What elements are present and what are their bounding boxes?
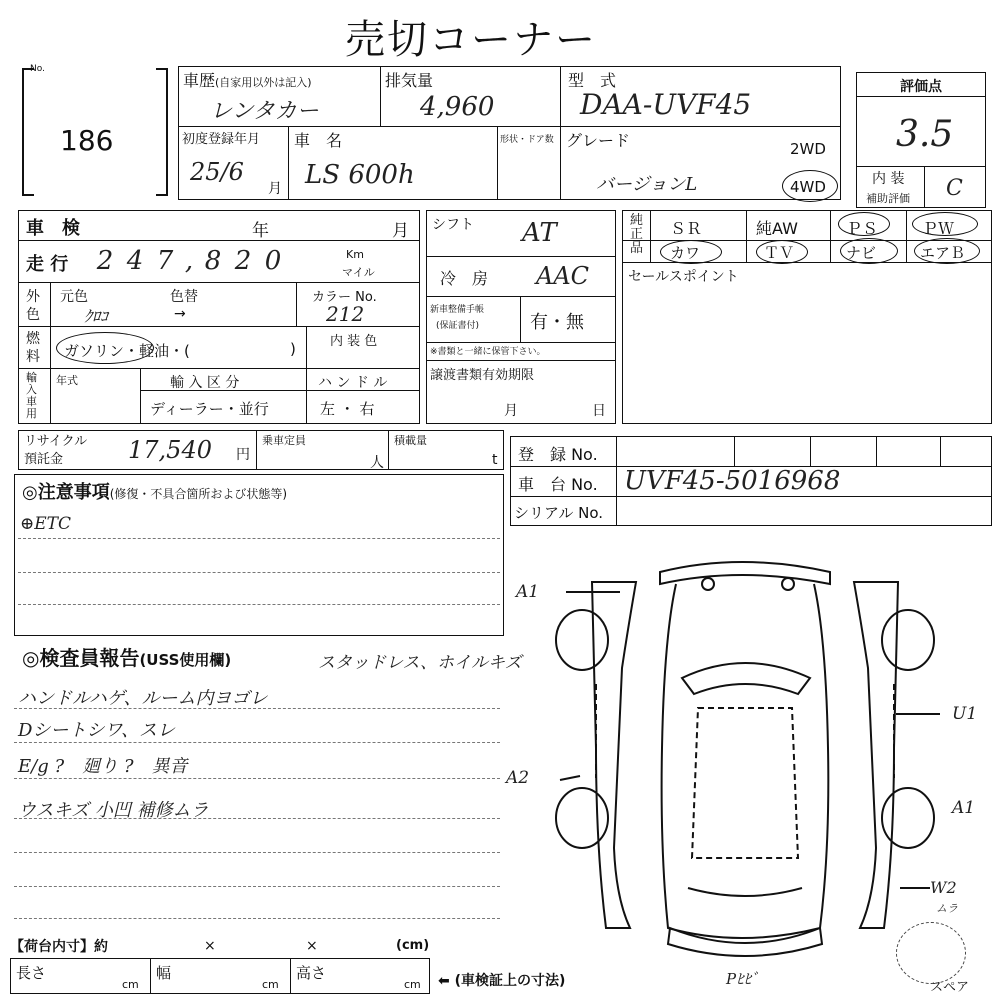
fuel-side: 燃料 bbox=[26, 331, 40, 365]
displacement-label: 排気量 bbox=[385, 71, 434, 90]
fuel-close: ) bbox=[290, 340, 296, 358]
mileage-digit: , bbox=[184, 246, 194, 276]
mileage-unit-mile: マイル bbox=[342, 266, 375, 279]
equip-pw: ＰＷ bbox=[922, 219, 955, 238]
ac-label: 冷 房 bbox=[440, 269, 489, 288]
load-label: 積載量 bbox=[394, 434, 427, 447]
ac-value: AAC bbox=[536, 262, 590, 290]
equip-sr: ＳＲ bbox=[670, 219, 703, 238]
chassis-label: 車 台 No. bbox=[518, 475, 598, 494]
transfer-day: 日 bbox=[592, 403, 606, 419]
cargo-length: 長さ bbox=[16, 964, 47, 982]
equip-circle bbox=[756, 240, 808, 264]
lot-no-label: No. bbox=[30, 64, 45, 74]
drive-2wd: 2WD bbox=[790, 140, 826, 158]
spare-circle bbox=[896, 922, 966, 984]
recycle-sub: 預託金 bbox=[24, 452, 64, 467]
shift-label: シフト bbox=[432, 217, 474, 233]
import-handle: ハ ン ド ル bbox=[318, 375, 388, 391]
car-name-label: 車 名 bbox=[294, 131, 343, 150]
first-reg-month: 月 bbox=[268, 181, 282, 197]
serial-label: シリアル No. bbox=[514, 504, 604, 522]
inspector-line: E/g ? 廻り ? 異音 bbox=[18, 756, 188, 777]
mileage-digits bbox=[90, 246, 288, 276]
transfer-month: 月 bbox=[504, 403, 518, 419]
color-code-label: カラー No. bbox=[312, 290, 377, 305]
cargo-height-cm: cm bbox=[404, 978, 421, 991]
recycle-row bbox=[18, 430, 504, 470]
caution-title: ◎注意事項(修復・不具合箇所および状態等) bbox=[22, 482, 288, 503]
mark-u1: U1 bbox=[952, 704, 978, 724]
mark-a1-right: A1 bbox=[952, 798, 976, 818]
first-reg-value: 25/6 bbox=[190, 158, 244, 186]
inspector-title: ◎検査員報告(USS使用欄) bbox=[22, 646, 232, 670]
inspector-line: ウスキズ 小凹 補修ムラ bbox=[18, 800, 209, 821]
grade-value: バージョンL bbox=[596, 174, 698, 195]
equip-aw: 純AW bbox=[756, 219, 798, 238]
service-book-value: 有・無 bbox=[530, 312, 584, 333]
equip-airbag: エアＢ bbox=[920, 244, 966, 262]
color-arrow: → bbox=[174, 306, 186, 322]
mileage-digit: 8 bbox=[204, 246, 222, 276]
transfer-label: 譲渡書類有効期限 bbox=[430, 368, 535, 383]
middle-grid bbox=[426, 210, 616, 424]
grade-label: グレード bbox=[566, 131, 631, 150]
cargo-x1: × bbox=[204, 938, 216, 954]
lot-number: 186 bbox=[60, 124, 114, 157]
import-side: 輸入車用 bbox=[26, 371, 37, 420]
score-value: 3.5 bbox=[896, 114, 954, 155]
displacement-value: 4,960 bbox=[420, 92, 495, 122]
mileage-digit: 2 bbox=[96, 246, 114, 276]
shape-label: 形状・ドア数 bbox=[500, 135, 554, 145]
chassis-value: UVF45-5016968 bbox=[624, 466, 841, 496]
import-division: 輸 入 区 分 bbox=[170, 375, 240, 391]
capacity-unit: 人 bbox=[370, 455, 384, 471]
car-diagram bbox=[540, 548, 960, 968]
color-side: 外色 bbox=[26, 289, 40, 323]
history-value: レンタカー bbox=[210, 99, 319, 124]
service-book-sub: (保証書付) bbox=[436, 321, 480, 331]
mark-w2: W2 bbox=[930, 878, 957, 897]
shaken-label: 車 検 bbox=[26, 218, 80, 239]
mark-w2-sub: ムラ bbox=[936, 902, 958, 915]
equip-circle bbox=[660, 240, 722, 264]
model-label: 型 式 bbox=[568, 71, 617, 90]
import-division-value: ディーラー・並行 bbox=[150, 400, 269, 418]
recycle-unit: 円 bbox=[236, 447, 250, 463]
mark-pebi: Pﾋﾋﾞ bbox=[726, 970, 759, 988]
cargo-length-cm: cm bbox=[122, 978, 139, 991]
color-change-label: 色替 bbox=[170, 289, 198, 305]
drive-4wd: 4WD bbox=[790, 178, 826, 196]
interior-label: 内 装 bbox=[872, 171, 905, 187]
mileage-unit-km: Km bbox=[346, 248, 364, 261]
cargo-height: 高さ bbox=[296, 964, 327, 982]
shaken-month: 月 bbox=[392, 221, 409, 241]
equip-circle bbox=[912, 212, 978, 236]
cargo-width-cm: cm bbox=[262, 978, 279, 991]
equip-tv: ＴＶ bbox=[764, 244, 795, 262]
equip-leather: カワ bbox=[670, 244, 701, 262]
capacity-label: 乗車定員 bbox=[262, 434, 306, 447]
drive-4wd-circle bbox=[782, 170, 838, 202]
mark-a2: A2 bbox=[506, 768, 530, 788]
cargo-box bbox=[10, 958, 430, 994]
cargo-title: 【荷台内寸】約 bbox=[10, 939, 108, 955]
color-orig-label: 元色 bbox=[60, 289, 88, 305]
mileage-digit: 7 bbox=[156, 246, 174, 276]
equip-circle bbox=[914, 238, 980, 264]
cargo-note: ⬅ (車検証上の寸法) bbox=[438, 973, 566, 989]
service-book-note: ※書類と一緒に保管下さい。 bbox=[430, 347, 546, 357]
inspector-line: ハンドルハゲ、ルーム内ヨゴレ bbox=[18, 688, 268, 709]
load-unit: t bbox=[492, 452, 498, 468]
caution-line: ⊕ETC bbox=[20, 514, 71, 534]
sales-point-label: セールスポイント bbox=[628, 269, 739, 285]
cargo-x2: × bbox=[306, 938, 318, 954]
mileage-digit: 0 bbox=[264, 246, 282, 276]
import-handle-value: 左 ・ 右 bbox=[320, 400, 375, 418]
first-reg-label: 初度登録年月 bbox=[182, 132, 261, 147]
inspector-line: スタッドレス、ホイルキズ bbox=[318, 653, 522, 673]
lot-bracket-right bbox=[156, 68, 168, 196]
equip-genuine: 純正品 bbox=[630, 213, 644, 256]
equip-navi: ナビ bbox=[846, 244, 877, 262]
inspector-line: Dシートシワ、スレ bbox=[18, 720, 175, 741]
mark-a1-top: A1 bbox=[516, 582, 540, 602]
registration-label: 登 録 No. bbox=[518, 445, 598, 464]
mileage-label: 走 行 bbox=[26, 254, 69, 275]
shaken-year: 年 bbox=[252, 221, 269, 241]
lot-bracket bbox=[22, 68, 34, 196]
page-title: 売切コーナー bbox=[345, 17, 597, 63]
interior-value: C bbox=[946, 176, 963, 201]
spare-label: スペア bbox=[930, 980, 970, 995]
service-book-label: 新車整備手帳 bbox=[430, 305, 485, 315]
color-orig-value: ｸﾛｺ bbox=[84, 307, 109, 326]
equip-circle bbox=[840, 238, 898, 264]
history-label: 車歴(自家用以外は記入) bbox=[183, 71, 312, 90]
equip-ps: ＰＳ bbox=[846, 219, 879, 238]
score-label: 評価点 bbox=[900, 79, 942, 95]
recycle-label: リサイクル bbox=[24, 434, 88, 449]
fuel-options: ガソリン・軽油・( bbox=[64, 342, 190, 360]
model-value: DAA-UVF45 bbox=[580, 88, 752, 121]
car-name-value: LS 600h bbox=[305, 160, 415, 190]
mileage-digit: 4 bbox=[126, 246, 144, 276]
mileage-digit: 2 bbox=[234, 246, 252, 276]
interior-color-label: 内 装 色 bbox=[330, 334, 378, 349]
cargo-width: 幅 bbox=[156, 964, 172, 982]
cargo-unit: (cm) bbox=[396, 938, 430, 953]
fuel-circle bbox=[56, 332, 154, 364]
recycle-value: 17,540 bbox=[128, 436, 212, 464]
equip-circle bbox=[838, 212, 890, 236]
color-code-value: 212 bbox=[326, 302, 365, 326]
import-year: 年式 bbox=[56, 374, 78, 387]
shift-value: AT bbox=[522, 218, 557, 248]
aux-label: 補助評価 bbox=[866, 192, 910, 205]
